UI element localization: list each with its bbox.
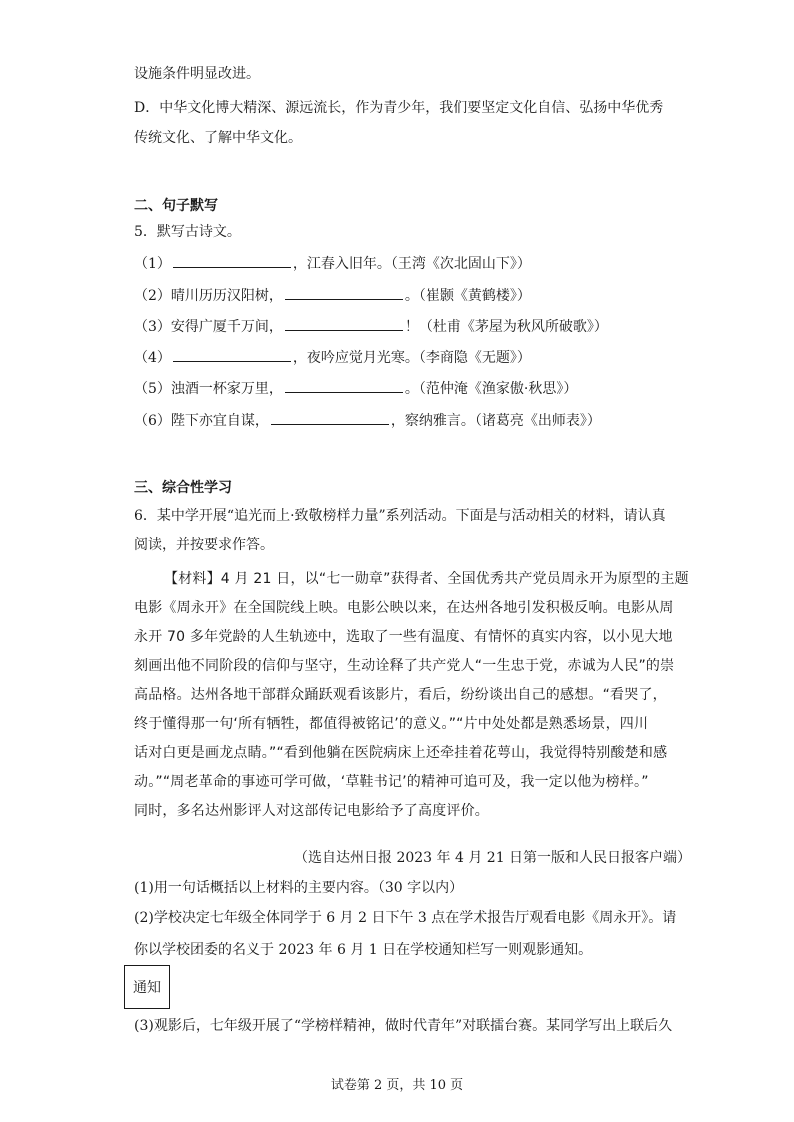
- material-line: 永开 70 多年党龄的人生轨迹中，选取了一些有温度、有情怀的真实内容，以小见大地: [134, 629, 673, 645]
- item-num: （6）: [134, 413, 171, 429]
- question-6-line2: 阅读，并按要求作答。: [134, 537, 274, 553]
- item-num: （2）: [134, 288, 171, 304]
- item-before: 陛下亦宜自谋，: [170, 413, 269, 429]
- option-d-line1: D．中华文化博大精深、源远流长，作为青少年，我们要坚定文化自信、弘扬中华优秀: [134, 100, 664, 116]
- material-line: 刻画出他不同阶段的信仰与坚守，生动诠释了共产党人“一生忠于党，赤诚为人民”的崇: [134, 658, 675, 674]
- poem-item-4: [134, 347, 531, 368]
- material-line: 话对白更是画龙点睛。”“看到他躺在医院病床上还牵挂着花萼山，我觉得特别酸楚和感: [134, 745, 668, 761]
- poem-item-5: [134, 378, 577, 399]
- item-after: ，江春入旧年。（王湾《次北固山下》）: [292, 256, 531, 272]
- answer-blank[interactable]: [285, 316, 403, 331]
- sub-question-3-line1: (3)观影后，七年级开展了“学榜样精神，做时代青年”对联擂台赛。某同学写出上联后久: [134, 1018, 673, 1034]
- sub-question-2-line2: 你以学校团委的名义于 2023 年 6 月 1 日在学校通知栏写一则观影通知。: [134, 942, 593, 958]
- answer-blank[interactable]: [271, 410, 389, 425]
- item-before: 浊酒一杯家万里，: [170, 381, 283, 397]
- intro-line: 设施条件明显改进。: [134, 66, 260, 82]
- poem-item-3: [134, 316, 608, 337]
- notice-box: [124, 965, 170, 1009]
- item-num: （1）: [134, 256, 171, 272]
- material-line: 同时，多名达州影评人对这部传记电影给予了高度评价。: [134, 803, 489, 819]
- item-after: 。（范仲淹《渔家傲·秋思》）: [404, 381, 578, 397]
- item-after: 。（崔颢《黄鹤楼》）: [404, 288, 531, 304]
- answer-blank[interactable]: [173, 253, 291, 268]
- item-before: 安得广厦千万间，: [170, 319, 283, 335]
- item-num: （3）: [134, 319, 171, 335]
- poem-item-2: [134, 285, 531, 306]
- notice-label: 通知: [133, 980, 161, 996]
- item-after: ！（杜甫《茅屋为秋风所破歌》）: [404, 319, 608, 335]
- sub-question-2-line1: (2)学校决定七年级全体同学于 6 月 2 日下午 3 点在学术报告厅观看电影《周永开》。请: [134, 910, 677, 926]
- item-num: （5）: [134, 381, 171, 397]
- material-line: 【材料】4 月 21 日，以“七一勋章”获得者、全国优秀共产党员周永开为原型的主题: [164, 571, 689, 587]
- question-5: 5．默写古诗文。: [134, 224, 241, 240]
- material-line: 电影《周永开》在全国院线上映。电影公映以来，在达州各地引发积极反响。电影从周: [134, 600, 674, 616]
- sub-question-1: (1)用一句话概括以上材料的主要内容。（30 字以内）: [134, 880, 464, 896]
- section2-heading: 二、句子默写: [134, 198, 218, 214]
- poem-item-6: [134, 410, 601, 431]
- item-num: （4）: [134, 350, 171, 366]
- item-after: ，察纳雅言。（诸葛亮《出师表》）: [390, 413, 601, 429]
- answer-blank[interactable]: [173, 347, 291, 362]
- material-source: （选自达州日报 2023 年 4 月 21 日第一版和人民日报客户端）: [294, 850, 692, 866]
- poem-item-1: [134, 253, 531, 274]
- answer-blank[interactable]: [285, 285, 403, 300]
- question-6-line1: 6．某中学开展“追光而上·致敬榜样力量”系列活动。下面是与活动相关的材料，请认真: [134, 508, 666, 524]
- material-line: 终于懂得那一句‘所有牺牲，都值得被铭记’的意义。”“片中处处都是熟悉场景，四川: [134, 716, 649, 732]
- item-after: ，夜吟应觉月光寒。（李商隐《无题》）: [292, 350, 531, 366]
- answer-blank[interactable]: [285, 378, 403, 393]
- option-d-line2: 传统文化、了解中华文化。: [134, 130, 302, 146]
- material-line: 动。”“周老革命的事迹可学可做，‘草鞋书记’的精神可追可及，我一定以他为榜样。”: [134, 774, 649, 790]
- material-line: 高品格。达州各地干部群众踊跃观看该影片，看后，纷纷谈出自己的感想。“看哭了，: [134, 687, 667, 703]
- item-before: 晴川历历汉阳树，: [170, 288, 283, 304]
- page-footer: 试卷第 2 页，共 10 页: [330, 1078, 464, 1093]
- section3-heading: 三、综合性学习: [134, 480, 232, 496]
